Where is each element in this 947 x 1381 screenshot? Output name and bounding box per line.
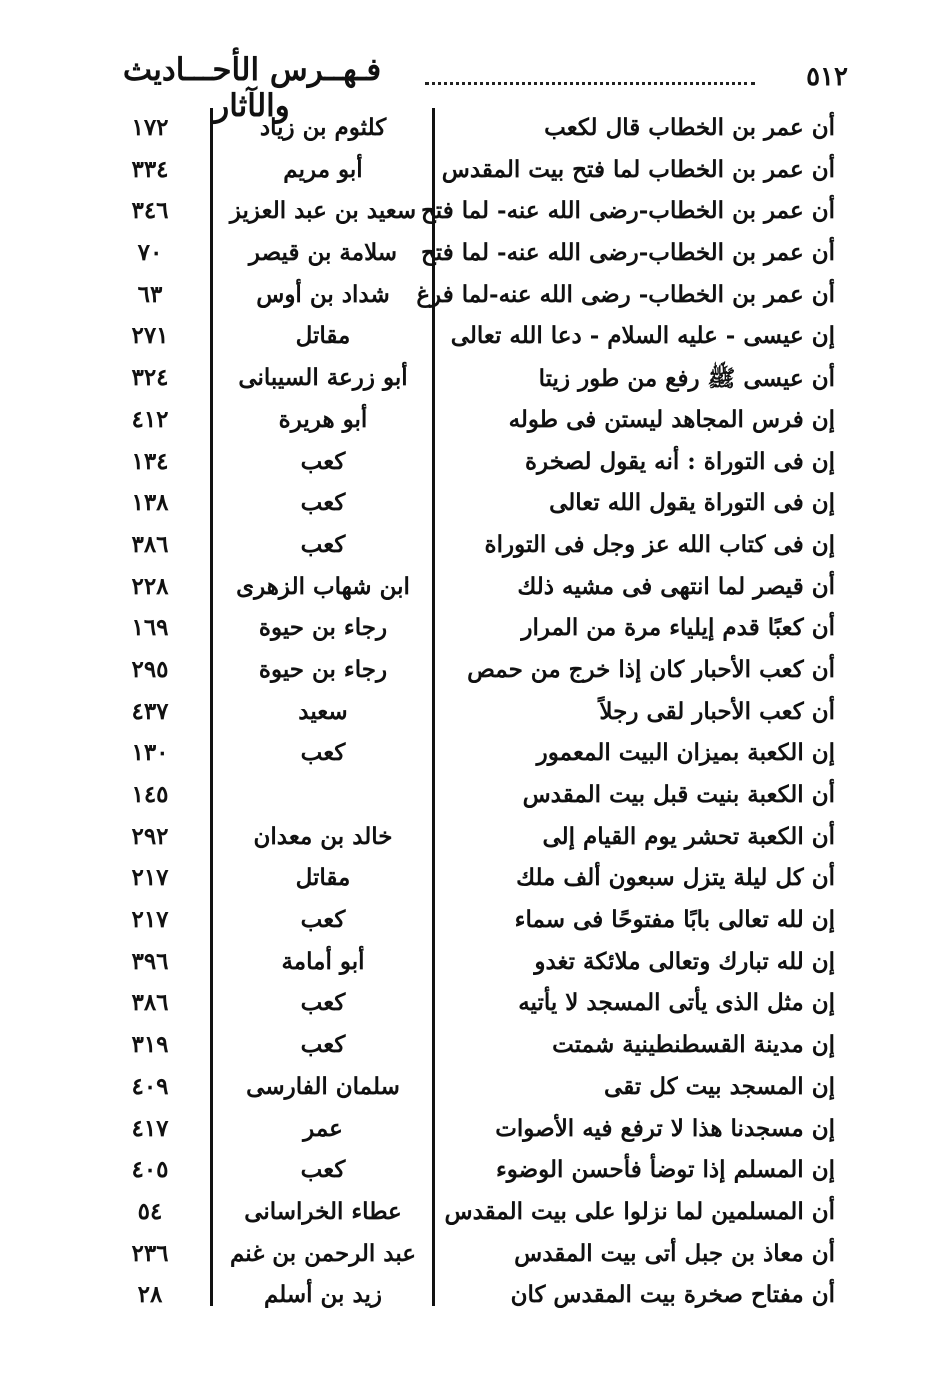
table-row [0,775,947,817]
page-ref: ٣٣٤ [131,155,169,183]
narrator-name: سلمان الفارسى [246,1072,400,1100]
page-ref: ٦٣ [137,280,163,308]
page-ref: ٣٢٤ [131,364,169,392]
narrator-name: خالد بن معدان [253,822,393,850]
table-row [0,983,947,1025]
hadith-text: أن عمر بن الخطاب- رضى الله عنه-لما فرغ [416,280,835,308]
hadith-text: إن فرس المجاهد ليستن فى طوله [508,405,835,433]
table-row [0,692,947,734]
narrator-name: عبد الرحمن بن غنم [229,1239,417,1267]
hadith-text: إن فى التوراة : أنه يقول لصخرة [524,447,835,475]
page-ref: ٢٧١ [131,322,169,350]
table-row [0,858,947,900]
table-row [0,650,947,692]
narrator-name: سعيد بن عبد العزيز [229,197,417,225]
hadith-text: إن مثل الذى يأتى المسجد لا يأتيه [518,989,835,1017]
page-title: فـهــرس الأحـــاديث والآثار [122,52,382,124]
table-row [0,1109,947,1151]
table-row [0,817,947,859]
page-ref: ١٣٠ [131,739,169,767]
page-ref: ٢٩٢ [131,822,169,850]
page-ref: ٥٤ [137,1197,163,1225]
hadith-text: إن المسلم إذا توضأ فأحسن الوضوء [495,1156,835,1184]
header-dotted-rule [425,82,755,85]
page-ref: ٤١٧ [131,1114,169,1142]
narrator-name: سلامة بن قيصر [248,239,398,267]
narrator-name: أبو هريرة [278,405,368,433]
hadith-text: إن الكعبة بميزان البيت المعمور [536,739,835,767]
narrator-name: كعب [300,1156,346,1184]
page-ref: ١٦٩ [131,614,169,642]
table-row [0,1025,947,1067]
hadith-text: إن فى كتاب الله عز وجل فى التوراة [484,530,835,558]
narrator-name: شداد بن أوس [256,280,390,308]
hadith-text: إن المسجد بيت كل تقى [604,1072,835,1100]
page-ref: ٣٨٦ [131,989,169,1017]
narrator-name: سعيد [298,697,348,725]
hadith-text: إن مدينة القسطنطينية شمتت [552,1031,835,1059]
narrator-name: كعب [300,1031,346,1059]
table-row [0,1067,947,1109]
page-ref: ٣٩٦ [131,947,169,975]
table-row [0,900,947,942]
hadith-text: إن مسجدنا هذا لا ترفع فيه الأصوات [495,1114,835,1142]
page-ref: ٢٣٦ [131,1239,169,1267]
hadith-text: إن لله تعالى بابًا مفتوحًا فى سماء [514,906,835,934]
narrator-name: مقاتل [295,322,351,350]
page-ref: ٢٨ [137,1281,163,1309]
page-ref: ٢١٧ [131,906,169,934]
page-ref: ٧٠ [137,239,163,267]
page-ref: ٤٠٩ [131,1072,169,1100]
hadith-text: أن الكعبة تحشر يوم القيام إلى [542,822,835,850]
narrator-name: مقاتل [295,864,351,892]
table-row [0,733,947,775]
narrator-name: عطاء الخراسانى [244,1197,402,1225]
table-row [0,191,947,233]
hadith-text: أن عمر بن الخطاب-رضى الله عنه- لما فتح [420,239,835,267]
narrator-name: كعب [300,739,346,767]
table-row [0,233,947,275]
hadith-text: أن الكعبة بنيت قبل بيت المقدس [522,781,835,808]
hadith-text: أن كل ليلة يتزل سبعون ألف ملك [516,864,835,892]
hadith-text: أن معاذ بن جبل أتى بيت المقدس [514,1239,835,1267]
hadith-text: إن لله تبارك وتعالى ملائكة تغدو [534,947,835,975]
hadith-text: أن قيصر لما انتهى فى مشيه ذلك [517,572,835,600]
hadith-text: أن عيسى ﷺ رفع من طور زيتا [538,365,835,393]
narrator-name: أبو أمامة [281,947,365,975]
table-row [0,108,947,150]
page-number: ٥١٢ [806,62,848,92]
page-ref: ٤٠٥ [131,1156,169,1184]
hadith-text: أن عمر بن الخطاب-رضى الله عنه- لما فتح [420,197,835,225]
hadith-text: أن المسلمين لما نزلوا على بيت المقدس [444,1197,835,1225]
narrator-name: رجاء بن حيوة [258,614,388,642]
narrator-name: أبو مريم [283,155,363,183]
narrator-name: كعب [300,530,346,558]
narrator-name: كلثوم بن زياد [259,114,387,141]
narrator-name: كعب [300,447,346,475]
table-row [0,1150,947,1192]
narrator-name: رجاء بن حيوة [258,655,388,683]
page-ref: ٣٨٦ [131,530,169,558]
page-ref: ٢١٧ [131,864,169,892]
hadith-text: أن عمر بن الخطاب قال لكعب [544,114,835,141]
page-ref: ١٧٢ [131,114,169,141]
hadith-text: أن كعب الأحبار لقى رجلاً [599,697,835,725]
narrator-name: كعب [300,489,346,517]
table-row [0,442,947,484]
table-row [0,483,947,525]
page-ref: ١٣٨ [131,489,169,517]
page-ref: ٢٢٨ [131,572,169,600]
index-table [0,108,947,1317]
narrator-name: كعب [300,906,346,934]
hadith-text: إن فى التوراة يقول الله تعالى [549,489,835,517]
narrator-name: زيد بن أسلم [263,1281,383,1309]
page-ref: ٤٣٧ [131,697,169,725]
table-row [0,316,947,358]
table-row [0,942,947,984]
table-row [0,525,947,567]
hadith-text: أن كعب الأحبار كان إذا خرج من حمص [467,655,835,683]
narrator-name: عمر [303,1114,343,1142]
table-row [0,358,947,400]
hadith-text: إن عيسى - عليه السلام - دعا الله تعالى [450,322,835,350]
table-row [0,400,947,442]
table-row [0,1192,947,1234]
page-ref: ٢٩٥ [131,655,169,683]
table-row [0,150,947,192]
table-row [0,275,947,317]
page-ref: ٣٤٦ [131,197,169,225]
page-ref: ١٤٥ [131,781,169,808]
page-ref: ١٣٤ [131,447,169,475]
page-ref: ٤١٢ [131,405,169,433]
table-row [0,567,947,609]
table-row [0,1234,947,1276]
table-row [0,608,947,650]
narrator-name: أبو زرعة السيبانى [238,364,408,392]
narrator-name: كعب [300,989,346,1017]
hadith-text: أن عمر بن الخطاب لما فتح بيت المقدس [441,155,835,183]
narrator-name: ابن شهاب الزهرى [236,572,410,600]
hadith-text: أن مفتاح صخرة بيت المقدس كان [510,1281,835,1309]
page-ref: ٣١٩ [131,1031,169,1059]
table-row [0,1275,947,1317]
hadith-text: أن كعبًا قدم إيلياء مرة من المرار [521,614,835,642]
